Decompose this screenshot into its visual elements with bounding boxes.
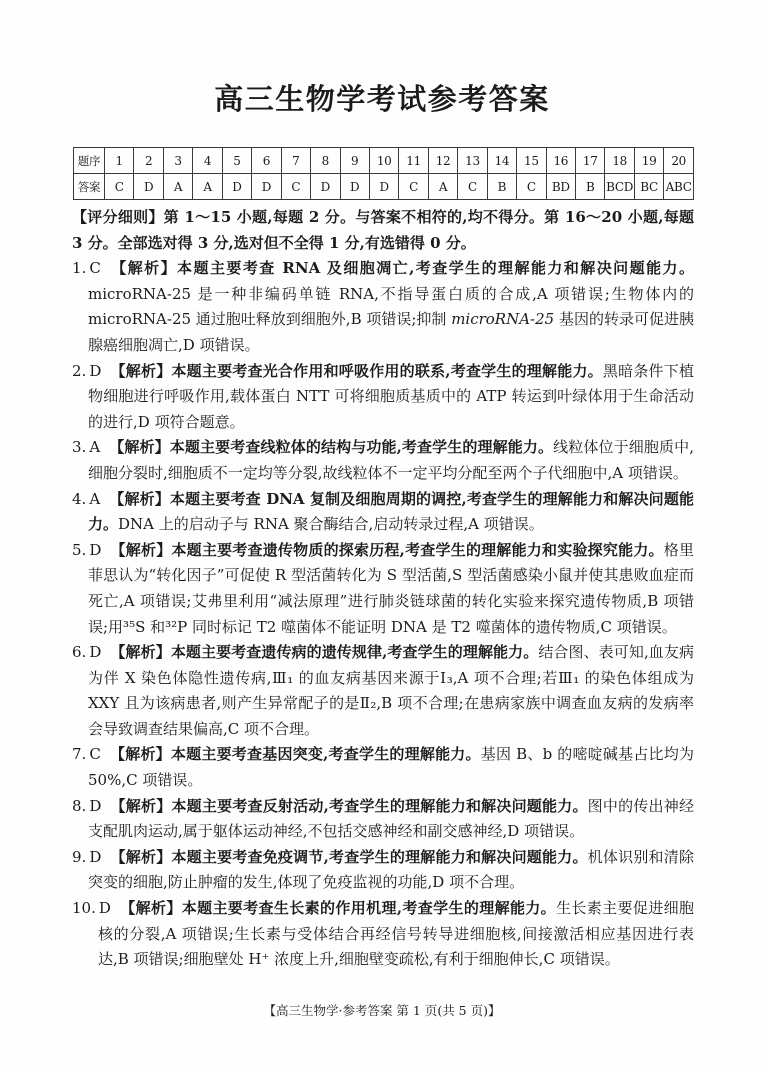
analysis-summary: 本题主要考查反射活动,考查学生的理解能力和解决问题能力。 (171, 796, 588, 815)
answer-cell: A (163, 174, 192, 200)
analysis-detail: 线粒体位于细胞质中,细胞分裂时,细胞质不一定均等分裂,故线粒体不一定平均分配至两个子代细胞中,A 项错误。 (88, 438, 694, 482)
explanation-item (72, 896, 694, 973)
question-number-cell: 2 (134, 148, 163, 174)
question-number: 10. (72, 899, 96, 918)
analysis-summary: 本题主要考查 RNA 及细胞凋亡,考查学生的理解能力和解决问题能力。 (177, 259, 694, 278)
explanation-item (72, 359, 694, 436)
analysis-summary: 本题主要考查线粒体的结构与功能,考查学生的理解能力。 (169, 438, 554, 457)
answer-cell: D (340, 174, 369, 200)
answer-explanations (72, 205, 694, 973)
row-header-answer: 答案 (74, 174, 105, 200)
analysis-label: 【解析】 (109, 745, 171, 764)
explanation-item (72, 256, 694, 358)
question-number-cell: 8 (311, 148, 340, 174)
page-title: 高三生物学考试参考答案 (214, 82, 550, 116)
explanation-item (72, 487, 694, 538)
analysis-summary: 本题主要考查遗传病的遗传规律,考查学生的理解能力。 (170, 643, 539, 662)
answer-cell: D (369, 174, 398, 200)
answer-cell: B (576, 174, 605, 200)
answer-cell: BD (546, 174, 575, 200)
answer-cell: C (517, 174, 546, 200)
question-number: 4. (72, 489, 87, 508)
explanation-item (72, 845, 694, 896)
analysis-summary: 本题主要考查 DNA 复制及细胞周期的调控,考查学生的理解能力和解决问题能力。 (88, 489, 694, 534)
answer-cell: A (428, 174, 457, 200)
question-number-cell: 7 (281, 148, 310, 174)
answer-cell: BC (634, 174, 663, 200)
question-number-cell: 13 (458, 148, 487, 174)
answer-letter: D (89, 847, 102, 866)
analysis-detail-italic: microRNA-25 (451, 310, 555, 329)
explanation-item (72, 742, 694, 793)
scoring-rules-label: 【评分细则】 (72, 208, 164, 226)
answer-letter: A (89, 489, 101, 508)
analysis-label: 【解析】 (110, 540, 172, 559)
analysis-detail: 图中的传出神经支配肌肉运动,属于躯体运动神经,不包括交感神经和副交感神经,D 项错误。 (88, 796, 694, 841)
question-number-cell: 16 (546, 148, 575, 174)
question-number: 2. (72, 361, 87, 380)
analysis-label: 【解析】 (119, 899, 182, 918)
scoring-rules-text: 第 1～15 小题,每题 2 分。与答案不相符的,均不得分。第 16～20 小题,每题 3 分。全部选对得 3 分,选对但不全得 1 分,有选错得 0 分。 (72, 208, 694, 252)
analysis-label: 【解析】 (110, 796, 172, 815)
analysis-summary: 本题主要考查光合作用和呼吸作用的联系,考查学生的理解能力。 (171, 361, 603, 380)
question-number: 1. (72, 259, 87, 278)
answer-row (74, 174, 694, 200)
question-number-cell: 6 (252, 148, 281, 174)
analysis-detail: 机体识别和清除突变的细胞,防止肿瘤的发生,体现了免疫监视的功能,D 项不合理。 (88, 847, 694, 892)
question-number-cell: 1 (105, 148, 134, 174)
answer-letter: D (98, 899, 111, 918)
question-number: 7. (72, 745, 87, 764)
analysis-detail: microRNA-25 是一种非编码单链 RNA,不指导蛋白质的合成,A 项错误;生物体内的 microRNA-25 通过胞吐释放到细胞外,B 项错误;抑制 (88, 284, 694, 329)
answer-cell: D (252, 174, 281, 200)
question-number-row (74, 148, 694, 174)
analysis-detail: 基因的转录可促进胰腺癌细胞凋亡,D 项错误。 (88, 310, 694, 354)
question-number-cell: 14 (487, 148, 516, 174)
answer-cell: C (105, 174, 134, 200)
row-header-number: 题序 (74, 148, 105, 174)
question-number-cell: 5 (222, 148, 251, 174)
analysis-label: 【解析】 (110, 361, 172, 380)
analysis-detail: DNA 上的启动子与 RNA 聚合酶结合,启动转录过程,A 项错误。 (118, 515, 544, 534)
explanation-item (72, 538, 694, 640)
answer-cell: D (222, 174, 251, 200)
analysis-detail: 格里菲思认为“转化因子”可促使 R 型活菌转化为 S 型活菌,S 型活菌感染小鼠并使其患败血症而死亡,A 项错误;艾弗里利用“减法原理”进行肺炎链球菌的转化实验来探究遗传物质,B 项错误;用³⁵S 和³²P 同时标记 T2 噬菌体不能证明 DNA 是 T2 噬菌体的遗传物质,C 项错误。 (88, 540, 694, 636)
answer-letter: D (89, 796, 102, 815)
analysis-label: 【解析】 (110, 847, 172, 866)
question-number-cell: 18 (605, 148, 634, 174)
analysis-label: 【解析】 (109, 438, 170, 457)
analysis-summary: 本题主要考查基因突变,考查学生的理解能力。 (170, 745, 481, 764)
analysis-summary: 本题主要考查生长素的作用机理,考查学生的理解能力。 (181, 899, 557, 918)
page-footer: 【高三生物学·参考答案 第 1 页(共 5 页)】 (263, 1003, 501, 1018)
question-number: 5. (72, 540, 87, 559)
answer-cell: C (281, 174, 310, 200)
question-number-cell: 11 (399, 148, 428, 174)
question-number-cell: 12 (428, 148, 457, 174)
answer-cell: C (399, 174, 428, 200)
question-number-cell: 17 (576, 148, 605, 174)
answer-letter: D (89, 361, 102, 380)
question-number-cell: 20 (664, 148, 694, 174)
answer-letter: C (89, 259, 101, 278)
question-number: 6. (72, 643, 87, 662)
answer-cell: A (193, 174, 222, 200)
analysis-detail: 结合图、表可知,血友病为伴 X 染色体隐性遗传病,Ⅲ₁ 的血友病基因来源于Ⅰ₃,A 项不合理;若Ⅲ₁ 的染色体组成为 XXY 且为该病患者,则产生异常配子的是Ⅱ₂,B 项不合理;在患病家族中调查血友病的发病率会导致调查结果偏高,C 项不合理。 (88, 643, 694, 738)
answer-cell: ABC (664, 174, 694, 200)
question-number-cell: 10 (369, 148, 398, 174)
explanation-item (72, 435, 694, 486)
analysis-detail: 基因 B、b 的嘧啶碱基占比均为 50%,C 项错误。 (88, 745, 694, 790)
analysis-label: 【解析】 (109, 489, 170, 508)
answer-cell: D (134, 174, 163, 200)
answer-letter: D (89, 643, 102, 662)
analysis-summary: 本题主要考查免疫调节,考查学生的理解能力和解决问题能力。 (171, 847, 588, 866)
scoring-rules (72, 205, 694, 256)
answer-letter: D (89, 540, 102, 559)
answer-cell: B (487, 174, 516, 200)
question-number-cell: 15 (517, 148, 546, 174)
question-number: 9. (72, 847, 87, 866)
analysis-label: 【解析】 (110, 643, 171, 662)
answer-cell: D (311, 174, 340, 200)
question-number-cell: 19 (634, 148, 663, 174)
explanation-item (72, 794, 694, 845)
analysis-summary: 本题主要考查遗传物质的探索历程,考查学生的理解能力和实验探究能力。 (171, 540, 664, 559)
question-number-cell: 9 (340, 148, 369, 174)
answer-table (73, 147, 694, 200)
analysis-detail: 生长素主要促进细胞核的分裂,A 项错误;生长素与受体结合再经信号转导进细胞核,间接激活相应基因进行表达,B 项错误;细胞壁处 H⁺ 浓度上升,细胞壁变疏松,有利于细胞伸长,C 项错误。 (98, 899, 694, 969)
question-number-cell: 3 (163, 148, 192, 174)
analysis-label: 【解析】 (109, 259, 178, 278)
answer-letter: A (89, 438, 101, 457)
explanation-item (72, 640, 694, 742)
analysis-detail: 黑暗条件下植物细胞进行呼吸作用,载体蛋白 NTT 可将细胞质基质中的 ATP 转运到叶绿体用于生命活动的进行,D 项符合题意。 (88, 361, 694, 431)
question-number: 3. (72, 438, 87, 457)
answer-letter: C (89, 745, 101, 764)
answer-cell: C (458, 174, 487, 200)
question-number: 8. (72, 796, 87, 815)
answer-cell: BCD (605, 174, 634, 200)
question-number-cell: 4 (193, 148, 222, 174)
